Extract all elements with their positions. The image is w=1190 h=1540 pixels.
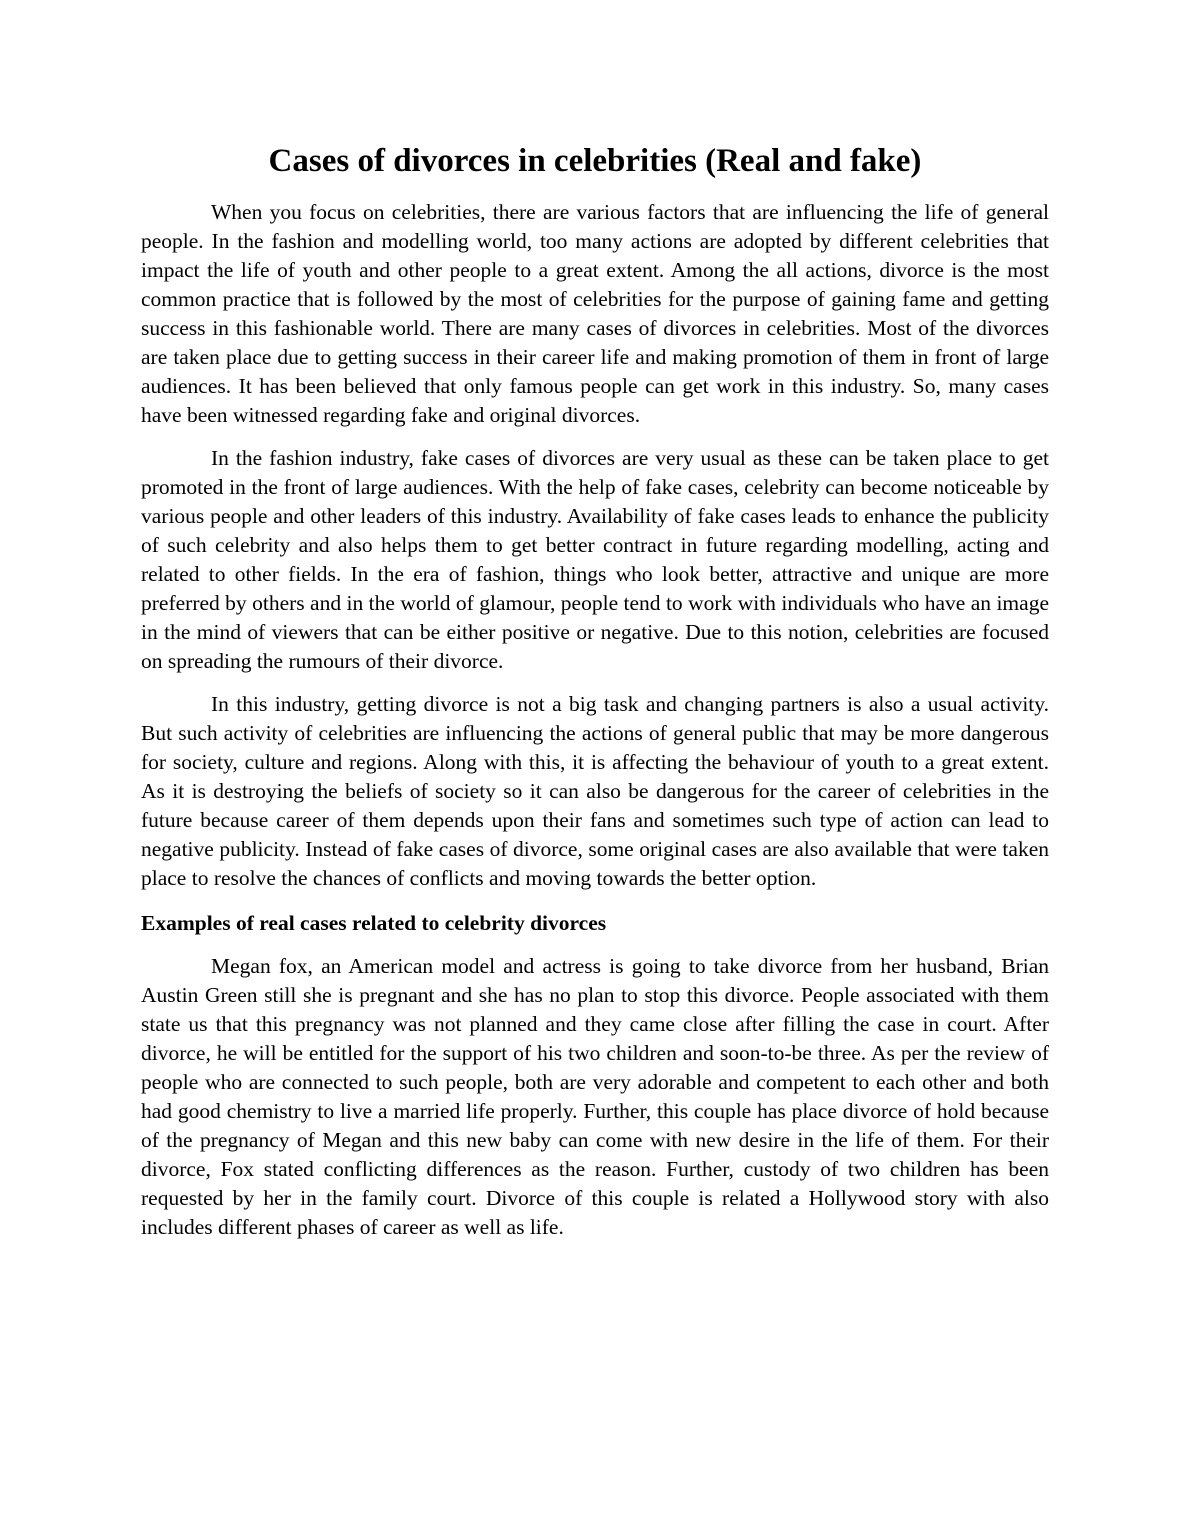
document-page	[141, 138, 1049, 1242]
paragraph-fake-cases: In the fashion industry, fake cases of divorces are very usual as these can be taken place to get promoted in the front of large audiences. With the help of fake cases, celebrity can become noticeable by various people and other leaders of this industry. Availability of fake cases leads to enhance the publicity of such celebrity and also helps them to get better contract in future regarding modelling, acting and related to other fields. In the era of fashion, things who look better, attractive and unique are more preferred by others and in the world of glamour, people tend to work with individuals who have an image in the mind of viewers that can be either positive or negative. Due to this notion, celebrities are focused on spreading the rumours of their divorce.	[141, 446, 1049, 673]
paragraph-intro: When you focus on celebrities, there are various factors that are influencing the life of general people. In the fashion and modelling world, too many actions are adopted by different celebrities that impact the life of youth and other people to a great extent. Among the all actions, divorce is the most common practice that is followed by the most of celebrities for the purpose of gaining fame and getting success in this fashionable world. There are many cases of divorces in celebrities. Most of the divorces are taken place due to getting success in their career life and making promotion of them in front of large audiences. It has been believed that only famous people can get work in this industry. So, many cases have been witnessed regarding fake and original divorces.	[141, 200, 1049, 427]
document-title: Cases of divorces in celebrities (Real and fake)	[268, 143, 922, 179]
paragraph-megan-fox-example: Megan fox, an American model and actress is going to take divorce from her husband, Brian Austin Green still she is pregnant and she has no plan to stop this divorce. People associated with them state us that this pregnancy was not planned and they came close after filling the case in court. After divorce, he will be entitled for the support of his two children and soon-to-be three. As per the review of people who are connected to such people, both are very adorable and competent to each other and both had good chemistry to live a married life properly. Further, this couple has place divorce of hold because of the pregnancy of Megan and this new baby can come with new desire in the life of them. For their divorce, Fox stated conflicting differences as the reason. Further, custody of two children has been requested by her in the family court. Divorce of this couple is related a Hollywood story with also includes different phases of career as well as life.	[141, 954, 1049, 1239]
paragraph-industry: In this industry, getting divorce is not a big task and changing partners is also a usual activity. But such activity of celebrities are influencing the actions of general public that may be more dangerous for society, culture and regions. Along with this, it is affecting the behaviour of youth to a great extent. As it is destroying the beliefs of society so it can also be dangerous for the career of celebrities in the future because career of them depends upon their fans and sometimes such type of action can lead to negative publicity. Instead of fake cases of divorce, some original cases are also available that were taken place to resolve the chances of conflicts and moving towards the better option.	[141, 692, 1049, 890]
section-heading-real-cases: Examples of real cases related to celebrity divorces	[141, 911, 607, 935]
